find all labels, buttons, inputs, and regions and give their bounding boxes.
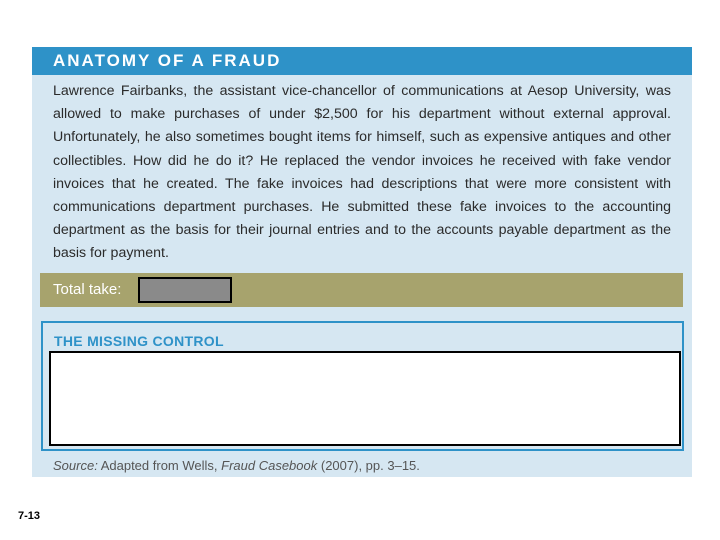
total-take-label: Total take:	[53, 281, 122, 298]
feature-title: ANATOMY OF A FRAUD	[32, 47, 692, 75]
source-text-after: (2007), pp. 3–15.	[317, 458, 420, 473]
source-label: Source:	[53, 458, 98, 473]
missing-control-heading: THE MISSING CONTROL	[54, 333, 224, 349]
total-take-redaction	[138, 277, 232, 303]
page-number: 7-13	[18, 510, 41, 522]
total-take-bar	[40, 273, 683, 307]
source-book-title: Fraud Casebook	[221, 458, 318, 473]
story-text: Lawrence Fairbanks, the assistant vice-chancellor of communications at Aesop University, was allowed to make purchases of under $2,500 for his department without external approval. Unfortunately, he also sometimes bought items for himself, such as expensive antiques and other collectibles. How did he do it? He replaced the vendor invoices he received with fake vendor invoices that he created. The fake invoices had descriptions that were more consistent with communications department purchases. He submitted these fake invoices to the accounting department as the basis for their journal entries and to the accounts payable department as the basis for payment.	[53, 83, 671, 262]
missing-control-redaction	[49, 351, 681, 446]
source-text-before: Adapted from Wells,	[97, 458, 222, 473]
fraud-feature-panel	[32, 47, 692, 477]
missing-control-box	[41, 321, 684, 451]
source-citation	[53, 458, 420, 473]
